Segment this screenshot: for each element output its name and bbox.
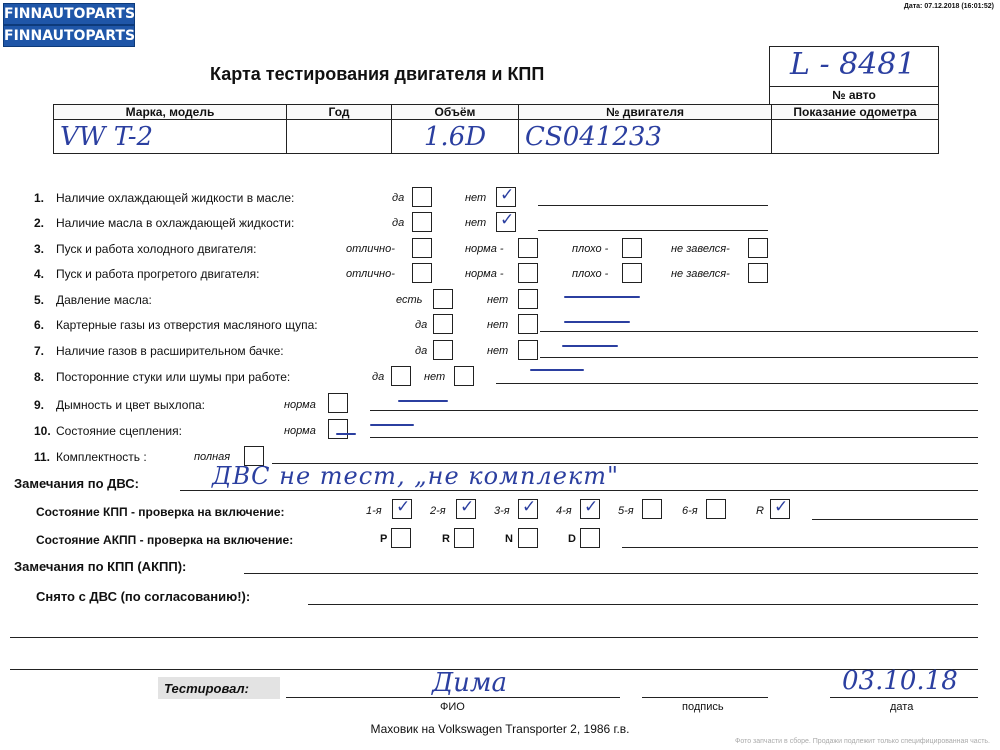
- q11-full-label: полная: [194, 451, 231, 463]
- fio-label: ФИО: [440, 701, 465, 713]
- value-year: [287, 120, 392, 154]
- q3-no-start-label: не завелся-: [671, 243, 730, 255]
- q5-text: Давление масла:: [56, 293, 152, 307]
- brand-logo-secondary: FINNAUTOPARTS: [3, 25, 135, 47]
- q1-no-check-mark: ✓: [500, 185, 515, 205]
- q2-no-check-mark: ✓: [500, 210, 515, 230]
- q11-number: 11.: [34, 450, 51, 464]
- q4-normal-checkbox[interactable]: [518, 263, 538, 283]
- col-make-model: Марка, модель: [54, 105, 287, 120]
- auto-gear-r-label: R: [442, 533, 450, 545]
- fio-value: Дима: [432, 668, 507, 698]
- value-odometer: [772, 120, 939, 154]
- gear-4-label: 4-я: [556, 505, 572, 517]
- auto-gear-n-label: N: [505, 533, 513, 545]
- auto-gear-n-checkbox[interactable]: [518, 528, 538, 548]
- q6-number: 6.: [34, 318, 45, 332]
- q8-number: 8.: [34, 370, 45, 384]
- auto-gearbox-label: Состояние АКПП - проверка на включение:: [36, 533, 294, 547]
- q4-bad-checkbox[interactable]: [622, 263, 642, 283]
- q8-no-label: нет: [424, 371, 446, 383]
- q6-yes-label: да: [415, 319, 428, 331]
- tested-label: Тестировал:: [164, 681, 249, 696]
- gear-6-label: 6-я: [682, 505, 698, 517]
- q5-no-label: нет: [487, 294, 509, 306]
- q3-text: Пуск и работа холодного двигателя:: [56, 242, 257, 256]
- q7-no-checkbox[interactable]: [518, 340, 538, 360]
- gear-6-checkbox[interactable]: [706, 499, 726, 519]
- gear-3-check-mark: ✓: [522, 497, 537, 517]
- q4-excellent-label: отлично-: [346, 268, 395, 280]
- gear-4-check-mark: ✓: [584, 497, 599, 517]
- q2-text: Наличие масла в охлаждающей жидкости:: [56, 216, 295, 230]
- auto-gear-p-checkbox[interactable]: [391, 528, 411, 548]
- q11-text: Комплектность :: [56, 450, 147, 464]
- q6-no-checkbox[interactable]: [518, 314, 538, 334]
- q2-yes-label: да: [392, 217, 405, 229]
- signature-label: подпись: [682, 701, 724, 713]
- q10-normal-checkbox[interactable]: [328, 419, 348, 439]
- q6-no-label: нет: [487, 319, 509, 331]
- q10-number: 10.: [34, 424, 51, 438]
- date-label: дата: [890, 701, 914, 713]
- q5-number: 5.: [34, 293, 45, 307]
- q6-yes-checkbox[interactable]: [433, 314, 453, 334]
- q1-no-label: нет: [465, 192, 487, 204]
- q1-yes-checkbox[interactable]: [412, 187, 432, 207]
- gear-r-check-mark: ✓: [774, 497, 789, 517]
- q3-bad-label: плохо -: [572, 243, 609, 255]
- manual-gearbox-label: Состояние КПП - проверка на включение:: [36, 505, 285, 519]
- gear-3-label: 3-я: [494, 505, 510, 517]
- q7-number: 7.: [34, 344, 45, 358]
- date-value: 03.10.18: [842, 666, 958, 696]
- q3-no-start-checkbox[interactable]: [748, 238, 768, 258]
- engine-remarks-value: ДВС не тест, „не комплект": [212, 462, 620, 490]
- gear-2-label: 2-я: [430, 505, 446, 517]
- q4-excellent-checkbox[interactable]: [412, 263, 432, 283]
- q7-yes-checkbox[interactable]: [433, 340, 453, 360]
- q8-no-checkbox[interactable]: [454, 366, 474, 386]
- gear-r-label: R: [756, 505, 764, 517]
- q6-text: Картерные газы из отверстия масляного щупа:: [56, 318, 318, 332]
- q5-present-label: есть: [396, 294, 423, 306]
- col-volume: Объём: [392, 105, 519, 120]
- gear-1-label: 1-я: [366, 505, 382, 517]
- value-engine-number: CS041233: [519, 120, 772, 154]
- value-volume: 1.6D: [392, 120, 519, 154]
- q4-number: 4.: [34, 267, 45, 281]
- vehicle-header-table: [53, 104, 939, 154]
- q1-number: 1.: [34, 191, 45, 205]
- q2-number: 2.: [34, 216, 45, 230]
- q8-text: Посторонние стуки или шумы при работе:: [56, 370, 291, 384]
- gear-5-label: 5-я: [618, 505, 634, 517]
- q5-no-checkbox[interactable]: [518, 289, 538, 309]
- datestamp: Дата: 07.12.2018 (16:01:52): [903, 3, 994, 10]
- q9-number: 9.: [34, 398, 45, 412]
- auto-gear-p-label: P: [380, 533, 388, 545]
- q7-no-label: нет: [487, 345, 509, 357]
- q4-no-start-checkbox[interactable]: [748, 263, 768, 283]
- q7-yes-label: да: [415, 345, 428, 357]
- removed-label: Снято с ДВС (по согласованию!):: [36, 589, 251, 604]
- photo-caption: Маховик на Volkswagen Transporter 2, 1986 г.в.: [370, 722, 630, 736]
- q5-present-checkbox[interactable]: [433, 289, 453, 309]
- q9-text: Дымность и цвет выхлопа:: [56, 398, 205, 412]
- auto-gear-d-label: D: [568, 533, 576, 545]
- q2-yes-checkbox[interactable]: [412, 212, 432, 232]
- q3-number: 3.: [34, 242, 45, 256]
- form-title: Карта тестирования двигателя и КПП: [210, 64, 545, 84]
- footer-note: Фото запчасти в сборе. Продажи подлежит только специфицированная часть.: [735, 738, 990, 745]
- q4-normal-label: норма -: [465, 268, 504, 280]
- q3-excellent-checkbox[interactable]: [412, 238, 432, 258]
- gear-1-check-mark: ✓: [396, 497, 411, 517]
- value-make-model: VW T-2: [54, 120, 287, 154]
- gearbox-remarks-label: Замечания по КПП (АКПП):: [14, 559, 187, 574]
- q4-bad-label: плохо -: [572, 268, 609, 280]
- q3-normal-checkbox[interactable]: [518, 238, 538, 258]
- q3-excellent-label: отлично-: [346, 243, 395, 255]
- q4-no-start-label: не завелся-: [671, 268, 730, 280]
- q9-normal-checkbox[interactable]: [328, 393, 348, 413]
- lot-number: L - 8481: [790, 47, 916, 82]
- col-odometer: Показание одометра: [772, 105, 939, 120]
- q10-text: Состояние сцепления:: [56, 424, 182, 438]
- q1-text: Наличие охлаждающей жидкости в масле:: [56, 191, 295, 205]
- auto-gear-d-checkbox[interactable]: [580, 528, 600, 548]
- q10-normal-label: норма: [284, 425, 316, 437]
- q8-yes-label: да: [372, 371, 385, 383]
- brand-logo: FINNAUTOPARTS: [3, 3, 135, 25]
- q4-text: Пуск и работа прогретого двигателя:: [56, 267, 260, 281]
- q9-normal-label: норма: [284, 399, 316, 411]
- engine-remarks-label: Замечания по ДВС:: [14, 476, 139, 491]
- col-engine-number: № двигателя: [519, 105, 772, 120]
- auto-gear-r-checkbox[interactable]: [454, 528, 474, 548]
- q3-normal-label: норма -: [465, 243, 504, 255]
- q8-yes-checkbox[interactable]: [391, 366, 411, 386]
- q3-bad-checkbox[interactable]: [622, 238, 642, 258]
- lot-label: № авто: [769, 86, 939, 104]
- q2-no-label: нет: [465, 217, 487, 229]
- gear-5-checkbox[interactable]: [642, 499, 662, 519]
- q1-yes-label: да: [392, 192, 405, 204]
- q7-text: Наличие газов в расширительном бачке:: [56, 344, 284, 358]
- gear-2-check-mark: ✓: [460, 497, 475, 517]
- col-year: Год: [287, 105, 392, 120]
